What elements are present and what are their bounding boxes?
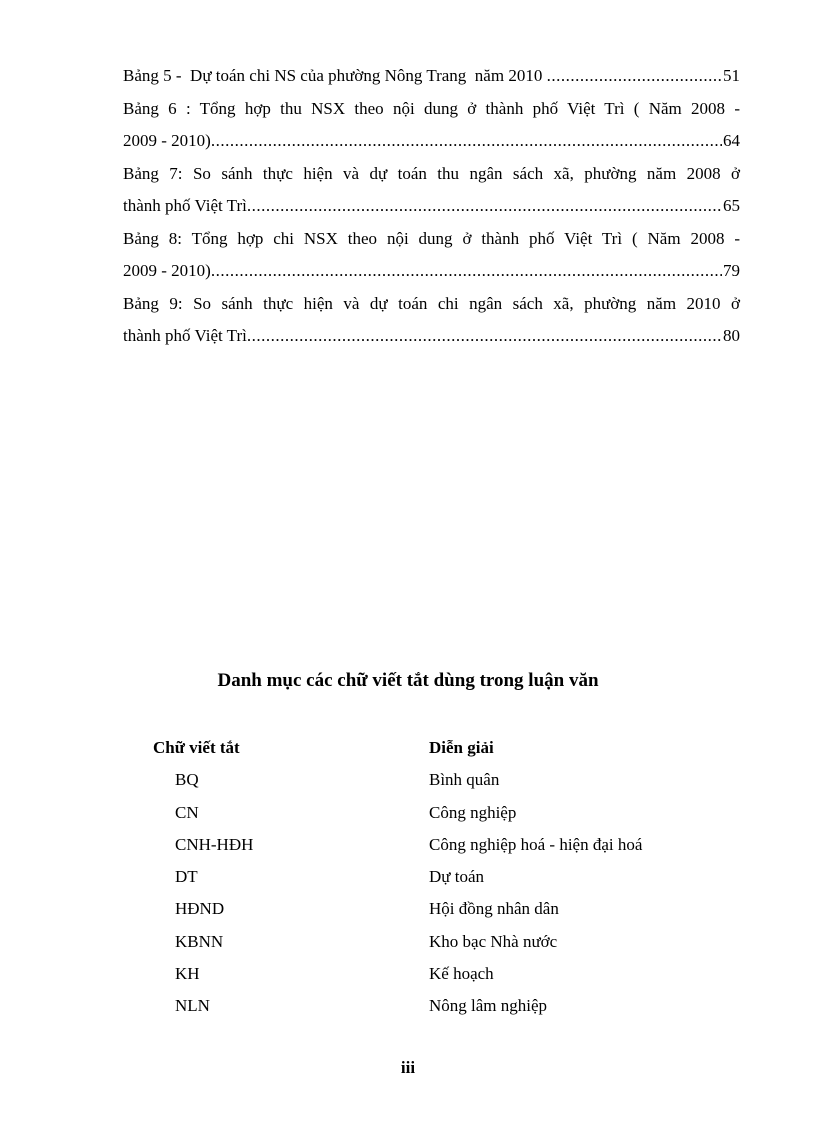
abbreviation-meaning: Dự toán [429, 867, 485, 887]
abbreviation-term: CN [175, 802, 199, 822]
abbreviation-meaning: Bình quân [429, 770, 500, 790]
toc-entry [123, 93, 740, 158]
abbreviation-term: DT [175, 867, 198, 887]
toc-entry-text: Bảng 8: Tổng hợp chi NSX theo nội dung ở thành phố Việt Trì ( Năm 2008 - [123, 228, 740, 248]
abbreviation-term: KH [175, 964, 200, 984]
toc-entry-text: thành phố Việt Trì [123, 326, 247, 345]
toc-entry-text: thành phố Việt Trì [123, 196, 247, 215]
abbreviation-meaning: Kế hoạch [429, 964, 494, 984]
toc-line [123, 125, 740, 158]
abbreviation-term: KBNN [175, 931, 224, 951]
toc-line [123, 93, 740, 126]
abbreviation-term: CNH-HĐH [175, 834, 254, 854]
toc-leader-dots [211, 255, 722, 288]
toc-entry [123, 158, 740, 223]
toc-line [123, 320, 740, 353]
toc-line [123, 288, 740, 321]
toc-page-number: 64 [723, 131, 740, 150]
toc-entry-text: 2009 - 2010) [123, 131, 211, 150]
toc-page-number: 65 [723, 196, 740, 215]
toc-leader-dots [247, 190, 722, 223]
toc-entry-text: 2009 - 2010) [123, 261, 211, 280]
toc-entry-text: Bảng 5 - Dự toán chi NS của phường Nông Trang năm 2010 [123, 66, 547, 85]
toc-entry-text: Bảng 6 : Tổng hợp thu NSX theo nội dung ở thành phố Việt Trì ( Năm 2008 - [123, 98, 740, 118]
toc-entry-text: Bảng 7: So sánh thực hiện và dự toán thu ngân sách xã, phường năm 2008 ở [123, 163, 740, 183]
toc-line [123, 190, 740, 223]
abbreviation-meaning: Hội đồng nhân dân [429, 899, 559, 919]
toc-entry [123, 288, 740, 353]
toc-page-number: 51 [723, 66, 740, 85]
abbreviation-meaning: Công nghiệp [429, 802, 517, 822]
abbreviation-meaning: Công nghiệp hoá - hiện đại hoá [429, 834, 643, 854]
toc-page-number: 79 [723, 261, 740, 280]
abbreviation-meaning: Nông lâm nghiệp [429, 996, 548, 1016]
toc-leader-dots [547, 60, 722, 93]
toc-line [123, 223, 740, 256]
table-of-contents [123, 60, 740, 353]
toc-leader-dots [247, 320, 722, 353]
toc-entry [123, 223, 740, 288]
column-header-abbreviation: Chữ viết tắt [153, 738, 240, 757]
abbreviation-term: NLN [175, 996, 210, 1016]
toc-entry-text: Bảng 9: So sánh thực hiện và dự toán chi ngân sách xã, phường năm 2010 ở [123, 293, 740, 313]
toc-line [123, 158, 740, 191]
abbreviation-meaning: Kho bạc Nhà nước [429, 931, 558, 951]
toc-page-number: 80 [723, 326, 740, 345]
column-header-description: Diễn giải [429, 738, 494, 757]
toc-entry [123, 60, 740, 93]
toc-line [123, 255, 740, 288]
abbreviation-term: HĐND [175, 899, 225, 919]
abbreviations-heading: Danh mục các chữ viết tắt dùng trong luận văn [217, 670, 599, 691]
page-number: iii [400, 1058, 416, 1077]
toc-line [123, 60, 740, 93]
toc-leader-dots [211, 125, 722, 158]
abbreviation-term: BQ [175, 770, 199, 790]
